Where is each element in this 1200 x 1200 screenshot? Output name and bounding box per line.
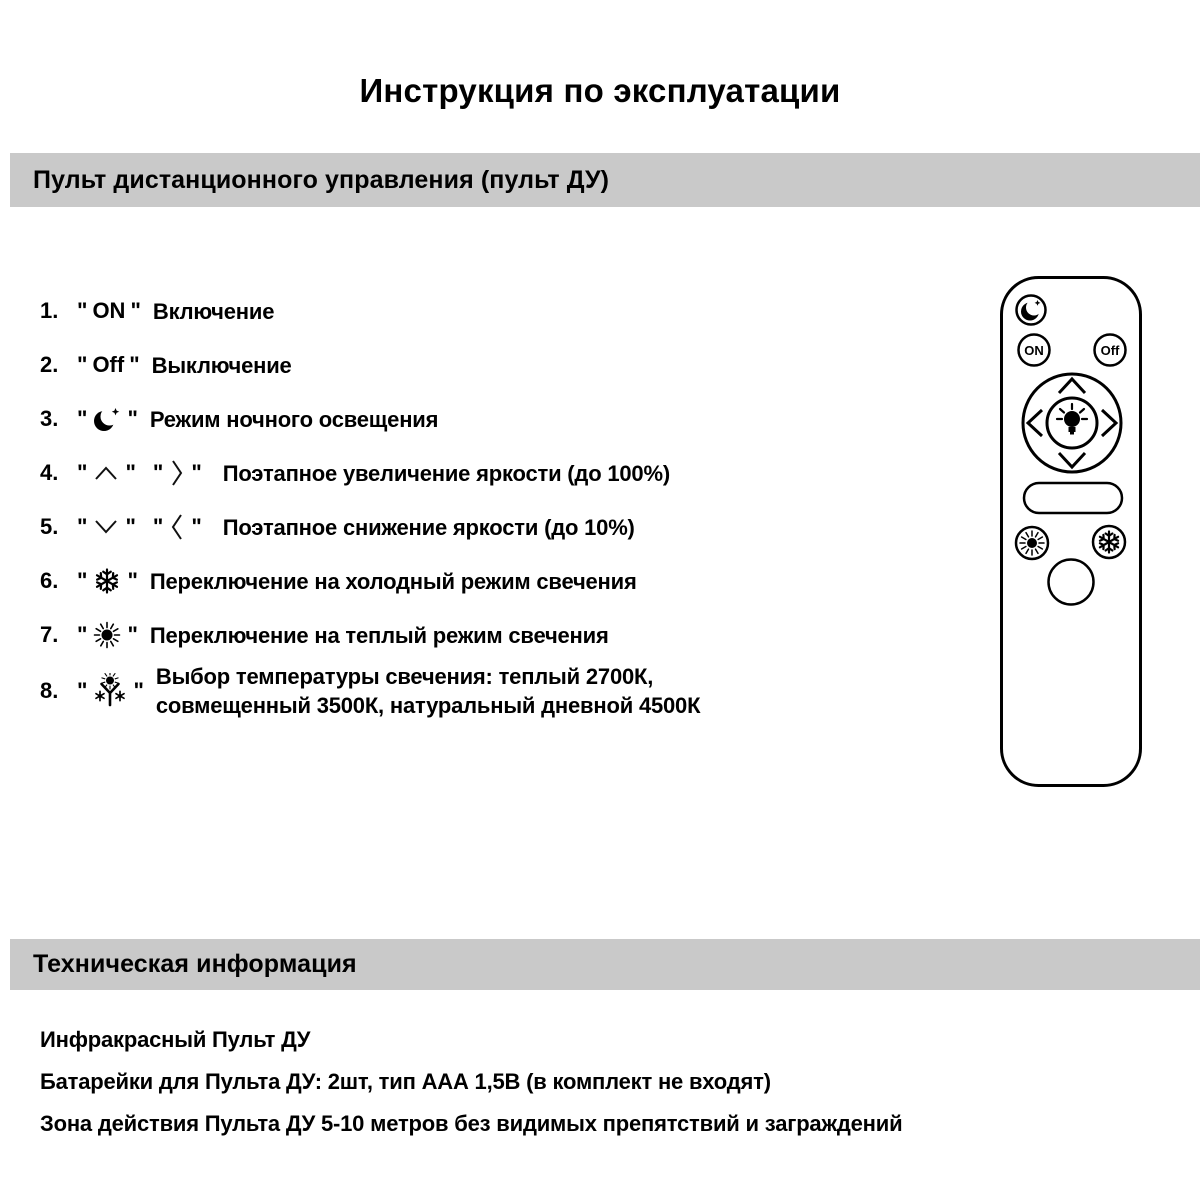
quote-mark: " <box>77 568 88 593</box>
item-label <box>150 621 609 650</box>
quote-mark: " <box>191 514 202 539</box>
quote-mark: " <box>191 460 202 485</box>
list-item <box>40 338 700 392</box>
quote-mark: " <box>77 678 88 703</box>
list-item <box>40 608 700 662</box>
tech-line-range: Зона действия Пульта ДУ 5-10 метров без видимых препятствий и заграждений <box>40 1111 903 1136</box>
moon-star-icon <box>93 405 121 433</box>
item-label <box>223 459 670 488</box>
tech-line-remote-type: Инфракрасный Пульт ДУ <box>40 1027 311 1052</box>
list-item <box>40 392 700 446</box>
item-number: 7. <box>40 622 59 647</box>
item-label-line: Поэтапное снижение яркости (до 10%) <box>222 514 635 540</box>
item-label <box>152 351 292 380</box>
remote-drawing <box>1000 276 1142 787</box>
item-number: 2. <box>40 352 59 377</box>
quote-mark: " <box>77 298 88 323</box>
item-label <box>150 405 438 434</box>
item-label-line: Переключение на холодный режим свечения <box>149 568 637 594</box>
quote-mark: " <box>77 352 88 377</box>
section-header-tech <box>10 939 1200 990</box>
tech-info <box>40 1026 902 1138</box>
item-number: 1. <box>40 298 59 323</box>
item-number: 4. <box>40 460 59 485</box>
quote-mark: " <box>127 568 138 593</box>
item-label <box>223 513 635 542</box>
list-item <box>40 554 700 608</box>
quote-mark: " <box>152 460 164 485</box>
item-symbol-text: Off <box>92 352 125 377</box>
sun-icon <box>93 621 121 649</box>
quote-mark: " <box>125 514 136 539</box>
item-label-line: Переключение на теплый режим свечения <box>149 622 609 648</box>
quote-mark: " <box>125 460 136 485</box>
quote-mark: " <box>77 622 88 647</box>
chevron-down-icon <box>93 517 119 537</box>
button-description-list <box>40 284 700 720</box>
quote-mark: " <box>77 460 88 485</box>
quote-mark: " <box>127 406 138 431</box>
page-title: Инструкция по эксплуатации <box>359 72 841 109</box>
item-label-line: Режим ночного освещения <box>149 406 439 432</box>
off-button-label: Off <box>1100 343 1120 358</box>
quote-mark: " <box>152 514 164 539</box>
chevron-right-icon <box>169 458 185 488</box>
tech-line-batteries: Батарейки для Пульта ДУ: 2шт, тип ААА 1,5В (в комплект не входят) <box>40 1069 771 1094</box>
color-temp-icon <box>93 673 127 709</box>
list-item <box>40 284 700 338</box>
item-label-line: Поэтапное увеличение яркости (до 100%) <box>222 460 670 486</box>
item-label-line: Выбор температуры свечения: теплый 2700К, <box>155 664 654 689</box>
quote-mark: " <box>77 514 88 539</box>
quote-mark: " <box>129 352 140 377</box>
section-header-remote <box>10 153 1200 207</box>
item-number: 5. <box>40 514 59 539</box>
list-item <box>40 446 700 500</box>
item-label-line: Выключение <box>151 352 292 378</box>
item-number: 8. <box>40 678 59 703</box>
quote-mark: " <box>127 622 138 647</box>
on-button-label: ON <box>1024 343 1044 358</box>
item-label <box>156 662 700 720</box>
chevron-left-icon <box>169 512 185 542</box>
section-header-tech-label: Техническая информация <box>33 950 357 978</box>
remote-illustration <box>1000 276 1142 792</box>
item-number: 3. <box>40 406 59 431</box>
chevron-up-icon <box>93 463 119 483</box>
item-label <box>153 297 274 326</box>
item-label-line: совмещенный 3500К, натуральный дневной 4500К <box>155 693 701 718</box>
item-symbol-text: ON <box>92 298 126 323</box>
quote-mark: " <box>133 678 144 703</box>
item-label-line: Включение <box>152 298 275 324</box>
list-item <box>40 662 700 720</box>
item-label <box>150 567 637 596</box>
section-header-remote-label: Пульт дистанционного управления (пульт ДУ) <box>33 165 610 194</box>
list-item <box>40 500 700 554</box>
quote-mark: " <box>77 406 88 431</box>
item-number: 6. <box>40 568 59 593</box>
snowflake-icon <box>93 567 121 595</box>
quote-mark: " <box>130 298 141 323</box>
remote-warm-button <box>1016 527 1048 559</box>
